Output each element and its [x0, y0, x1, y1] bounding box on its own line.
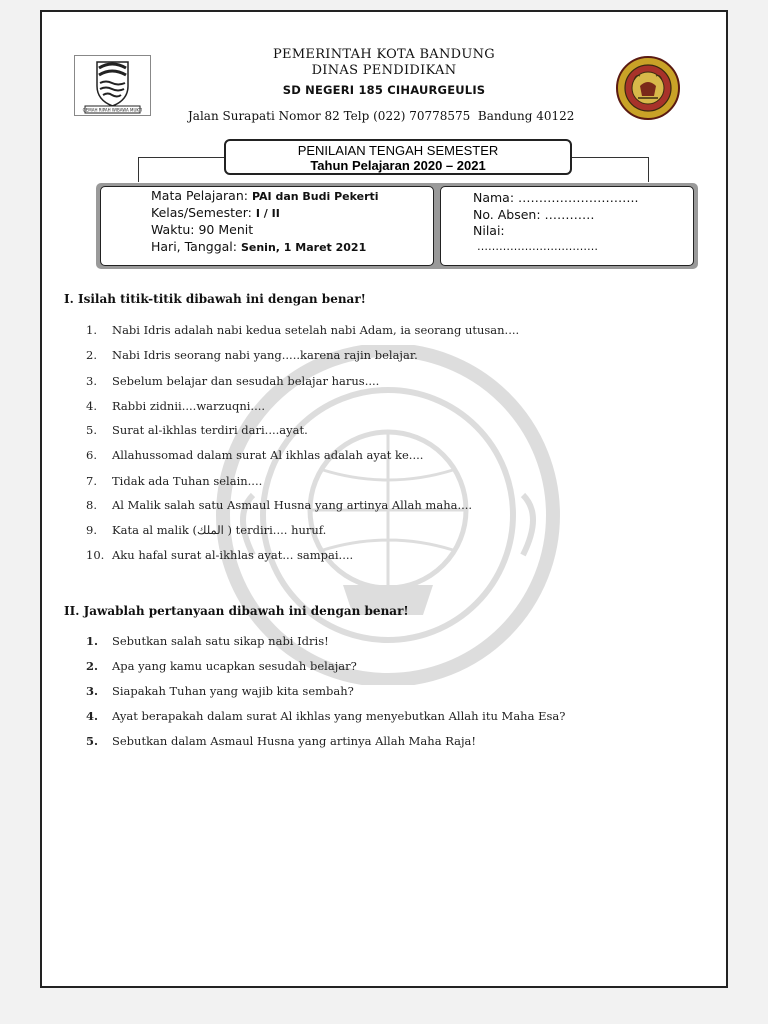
exam-page	[40, 10, 728, 988]
essay-item: 1. Sebutkan salah satu sikap nabi Idris!	[86, 634, 329, 648]
government-name: PEMERINTAH KOTA BANDUNG	[272, 47, 495, 62]
essay-item: 2. Apa yang kamu ucapkan sesudah belajar?	[86, 659, 357, 673]
section1-heading: I. Isilah titik-titik dibawah ini dengan benar!	[64, 292, 366, 306]
title-connector-left	[138, 157, 225, 182]
exam-title: PENILAIAN TENGAH SEMESTER	[297, 143, 499, 158]
class-label: Kelas/Semester:	[151, 205, 252, 220]
question-item: 4. Rabbi zidnii....warzuqni....	[86, 399, 266, 413]
exam-year: Tahun Pelajaran 2020 – 2021	[310, 158, 486, 173]
title-connector-right	[572, 157, 649, 182]
subject-info-box	[100, 186, 434, 266]
student-info-box	[440, 186, 694, 266]
class-row	[151, 205, 280, 220]
essay-item: 4. Ayat berapakah dalam surat Al ikhlas yang menyebutkan Allah itu Maha Esa?	[86, 709, 566, 723]
question-item: 3. Sebelum belajar dan sesudah belajar harus....	[86, 374, 380, 388]
question-item: 2. Nabi Idris seorang nabi yang.....karena rajin belajar.	[86, 348, 418, 362]
question-item: 1. Nabi Idris adalah nabi kedua setelah nabi Adam, ia seorang utusan....	[86, 323, 520, 337]
section2-heading: II. Jawablah pertanyaan dibawah ini dengan benar!	[64, 604, 409, 618]
department-name: DINAS PENDIDIKAN	[311, 63, 457, 78]
essay-item: 3. Siapakah Tuhan yang wajib kita sembah?	[86, 684, 354, 698]
time-row: Waktu: 90 Menit	[151, 222, 254, 237]
name-field[interactable]: Nama: ………………………..	[473, 190, 639, 205]
exam-title-box	[224, 139, 572, 175]
class-value: I / II	[255, 207, 280, 220]
grade-field[interactable]: ……………………………	[477, 240, 598, 253]
absen-field[interactable]: No. Absen: …………	[473, 207, 595, 222]
school-name: SD NEGERI 185 CIHAURGEULIS	[282, 83, 486, 97]
subject-label: Mata Pelajaran:	[151, 188, 248, 203]
question-item: 7. Tidak ada Tuhan selain....	[86, 474, 263, 488]
question-item: 10. Aku hafal surat al-ikhlas ayat... sampai....	[86, 548, 354, 562]
day-row	[151, 239, 366, 254]
day-value: Senin, 1 Maret 2021	[240, 241, 367, 254]
school-address: Jalan Surapati Nomor 82 Telp (022) 70778575 Bandung 40122	[188, 109, 575, 123]
question-item: 6. Allahussomad dalam surat Al ikhlas adalah ayat ke....	[86, 448, 424, 462]
question-item: 5. Surat al-ikhlas terdiri dari....ayat.	[86, 423, 308, 437]
subject-row	[151, 188, 379, 203]
question-item: 8. Al Malik salah satu Asmaul Husna yang artinya Allah maha....	[86, 498, 473, 512]
subject-value: PAI dan Budi Pekerti	[251, 190, 379, 203]
day-label: Hari, Tanggal:	[151, 239, 237, 254]
essay-item: 5. Sebutkan dalam Asmaul Husna yang artinya Allah Maha Raja!	[86, 734, 477, 748]
question-item: 9. Kata al malik (الملك ) terdiri.... huruf.	[86, 523, 327, 537]
left-logo-motto: GEMAH RIPAH WIBAWA MUKTI	[82, 107, 143, 113]
grade-label: Nilai:	[473, 223, 505, 238]
